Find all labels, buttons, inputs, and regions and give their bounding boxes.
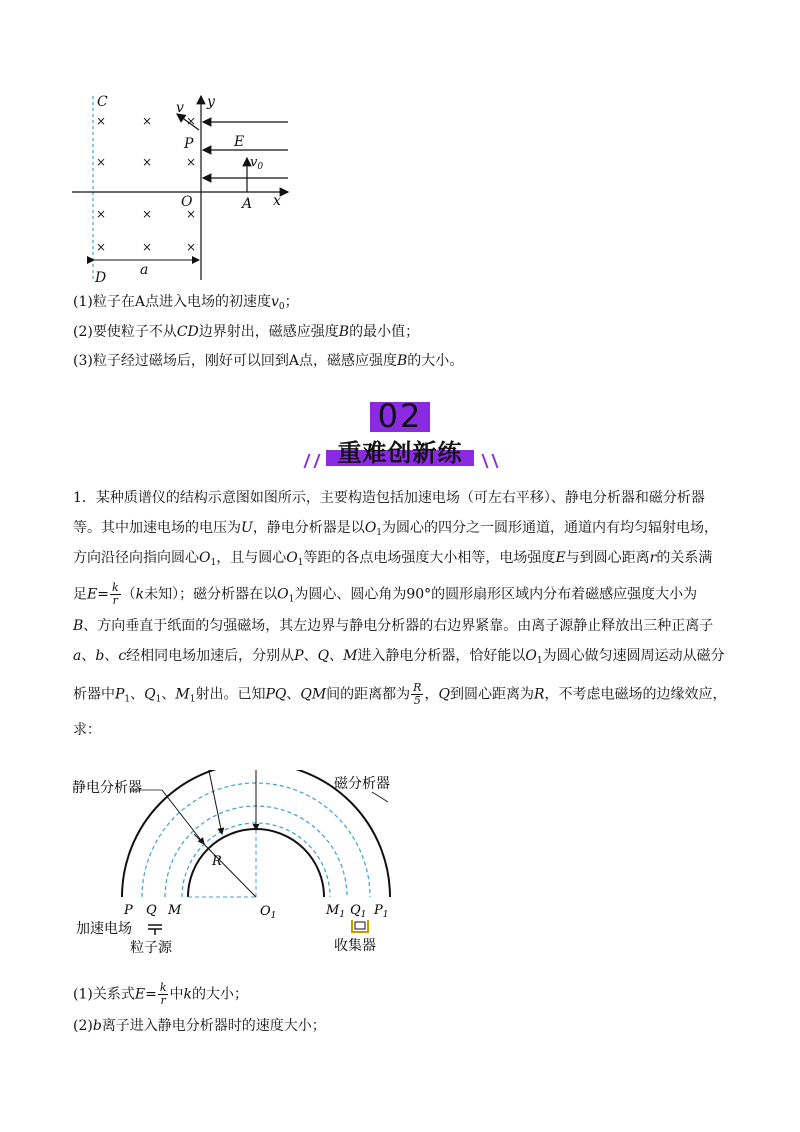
question-2-2: (2)b离子进入静电分析器时的速度大小； [73, 1018, 326, 1034]
label-c: C [97, 94, 108, 110]
label-v0: $v_0$ [250, 155, 264, 172]
label-o1: $O_1$ [260, 904, 277, 921]
problem-line: 足E= $\frac{k}{r}$ （k未知）；磁分析器在以$O_1$为圆心、圆心角为90°的圆形扇形区域内分布着磁感应强度大小为 [73, 581, 698, 607]
problem-line: 等。其中加速电场的电压为U，静电分析器是以$O_1$为圆心的四分之一圆形通道，通道内有均匀辐射电场， [73, 520, 719, 538]
label-q1: $Q_1$ [350, 903, 367, 920]
leader-line [372, 792, 388, 802]
magnetic-field-crosses [96, 114, 196, 254]
cross-mark: × [96, 240, 107, 254]
question-1-1: (1)粒子在A点进入电场的初速度$v_0$； [73, 294, 299, 312]
section-number: 02 [377, 397, 423, 435]
cross-mark: × [96, 155, 107, 169]
cross-mark: × [96, 207, 107, 221]
label-o: O [181, 194, 193, 210]
label-width: a [140, 262, 149, 278]
problem-statement [73, 488, 733, 748]
cross-mark: × [186, 155, 197, 169]
label-collector: 收集器 [334, 938, 376, 954]
label-p: P [124, 903, 133, 918]
cross-mark: × [186, 240, 197, 254]
problem-line: 求： [73, 722, 101, 738]
label-r: R [212, 854, 222, 869]
accelerator-icon [148, 925, 162, 935]
fraction-k-over-r: $\frac{k}{r}$ [159, 981, 167, 1007]
field-arrow [162, 790, 204, 844]
slash-deco-left [303, 454, 320, 468]
label-m: M [168, 903, 182, 918]
spectrometer-diagram [72, 770, 412, 970]
label-accelerating-field: 加速电场 [76, 921, 132, 937]
label-d: D [95, 270, 107, 286]
label-q: Q [146, 903, 157, 918]
slash-deco-right [481, 454, 498, 468]
problem-line: a、b、c经相同电场加速后，分别从P、Q、M进入静电分析器，恰好能以$O_1$为圆心做匀速圆周运动从磁分 [73, 648, 725, 666]
field-arrow [208, 770, 222, 834]
question-2-1: (1)关系式E= $\frac{k}{r}$ 中k的大小； [73, 981, 248, 1007]
section-title: 重难创新练 [337, 439, 463, 467]
label-p: P [184, 136, 194, 152]
label-e: E [234, 134, 245, 150]
cross-mark: × [142, 207, 153, 221]
problem-line: 方向沿径向指向圆心$O_1$，且与圆心$O_1$等距的各点电场强度大小相等，电场强度E与到圆心距离r的关系满 [73, 550, 713, 568]
label-ion-source: 粒子源 [130, 940, 172, 956]
label-v: v [176, 100, 184, 116]
collector-icon [352, 920, 368, 932]
cross-mark: × [142, 240, 153, 254]
field-diagram [60, 88, 300, 288]
section-header [300, 398, 500, 474]
cross-mark: × [142, 114, 153, 128]
label-magnetic-analyzer: 磁分析器 [334, 776, 390, 792]
label-electrostatic-analyzer: 静电分析器 [72, 780, 142, 796]
fraction-k-over-r: $\frac{k}{r}$ [111, 581, 119, 607]
cross-mark: × [186, 114, 197, 128]
label-p1: $P_1$ [374, 903, 389, 920]
cross-mark: × [142, 155, 153, 169]
label-x: x [273, 193, 281, 209]
fraction-r-over-5: $\frac{R}{5}$ [413, 681, 422, 707]
question-1-2: (2)要使粒子不从CD边界射出，磁感应强度B的最小值； [73, 324, 420, 340]
cross-mark: × [186, 207, 197, 221]
cross-mark: × [96, 114, 107, 128]
label-y: y [207, 94, 215, 110]
label-m1: $M_1$ [326, 903, 346, 920]
problem-line: 1．某种质谱仪的结构示意图如图所示，主要构造包括加速电场（可左右平移）、静电分析器和磁分析器 [73, 490, 705, 506]
problem-line: 析器中$P_1$、$Q_1$、$M_1$射出。已知PQ、QM间的距离都为 $\frac{R}{5}$ ，Q到圆心距离为R，不考虑电磁场的边缘效应， [73, 681, 727, 707]
label-a: A [242, 196, 253, 212]
question-1-3: (3)粒子经过磁场后，刚好可以回到A点，磁感应强度B的大小。 [73, 353, 464, 369]
problem-line: B、方向垂直于纸面的匀强磁场，其左边界与静电分析器的右边界紧靠。由离子源静止释放出三种正离子 [73, 618, 714, 634]
